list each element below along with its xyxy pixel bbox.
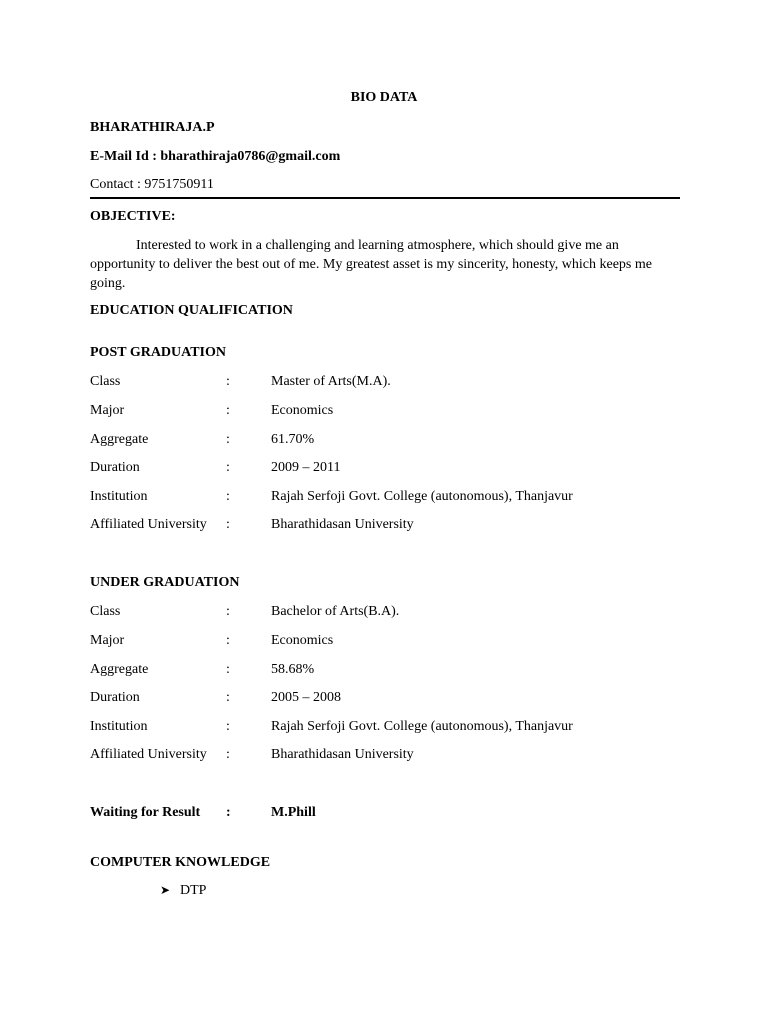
ug-class-value: Bachelor of Arts(B.A). <box>271 604 400 619</box>
applicant-name: BHARATHIRAJA.P <box>90 120 215 135</box>
separator: : <box>226 633 230 648</box>
separator: : <box>226 805 231 820</box>
list-item <box>160 883 206 899</box>
separator: : <box>226 747 230 762</box>
objective-paragraph <box>90 236 680 293</box>
pg-duration-label: Duration <box>90 460 140 475</box>
waiting-label: Waiting for Result <box>90 805 201 820</box>
pg-aggregate-value: 61.70% <box>271 432 315 447</box>
ug-heading: UNDER GRADUATION <box>90 575 240 590</box>
separator: : <box>226 460 230 475</box>
ug-institution-value: Rajah Serfoji Govt. College (autonomous), Thanjavur <box>271 719 573 734</box>
pg-class-label: Class <box>90 374 121 389</box>
ug-major-label: Major <box>90 633 125 648</box>
separator: : <box>226 403 230 418</box>
separator: : <box>226 432 230 447</box>
separator: : <box>226 517 230 532</box>
arrow-bullet-icon: ➤ <box>160 883 171 897</box>
objective-heading: OBJECTIVE: <box>90 209 176 224</box>
ug-duration-label: Duration <box>90 690 140 705</box>
separator: : <box>226 374 230 389</box>
ug-major-value: Economics <box>271 633 334 648</box>
separator: : <box>226 690 230 705</box>
separator: : <box>226 662 230 677</box>
pg-class-value: Master of Arts(M.A). <box>271 374 391 389</box>
waiting-value: M.Phill <box>271 805 316 820</box>
pg-institution-label: Institution <box>90 489 148 504</box>
ug-institution-label: Institution <box>90 719 148 734</box>
education-heading: EDUCATION QUALIFICATION <box>90 303 293 318</box>
separator: : <box>226 489 230 504</box>
ug-university-label: Affiliated University <box>90 747 207 762</box>
email-line: E-Mail Id : bharathiraja0786@gmail.com <box>90 149 341 164</box>
separator: : <box>226 604 230 619</box>
contact-line: Contact : 9751750911 <box>90 177 214 192</box>
pg-major-value: Economics <box>271 403 334 418</box>
pg-institution-value: Rajah Serfoji Govt. College (autonomous), Thanjavur <box>271 489 573 504</box>
pg-duration-value: 2009 – 2011 <box>271 460 341 475</box>
separator: : <box>226 719 230 734</box>
pg-aggregate-label: Aggregate <box>90 432 149 447</box>
objective-text: Interested to work in a challenging and learning atmosphere, which should give me an opportunity to deliver the best out of me. My greatest asset is my sincerity, honesty, which keeps me going. <box>90 238 652 291</box>
ug-aggregate-label: Aggregate <box>90 662 149 677</box>
pg-major-label: Major <box>90 403 125 418</box>
ug-aggregate-value: 58.68% <box>271 662 315 677</box>
pg-university-value: Bharathidasan University <box>271 517 414 532</box>
ug-university-value: Bharathidasan University <box>271 747 414 762</box>
computer-item: DTP <box>180 883 207 898</box>
pg-heading: POST GRADUATION <box>90 345 227 360</box>
ug-class-label: Class <box>90 604 121 619</box>
ug-duration-value: 2005 – 2008 <box>271 690 341 705</box>
header-divider <box>90 197 680 199</box>
document-title: BIO DATA <box>350 90 418 105</box>
pg-university-label: Affiliated University <box>90 517 207 532</box>
computer-heading: COMPUTER KNOWLEDGE <box>90 855 271 870</box>
